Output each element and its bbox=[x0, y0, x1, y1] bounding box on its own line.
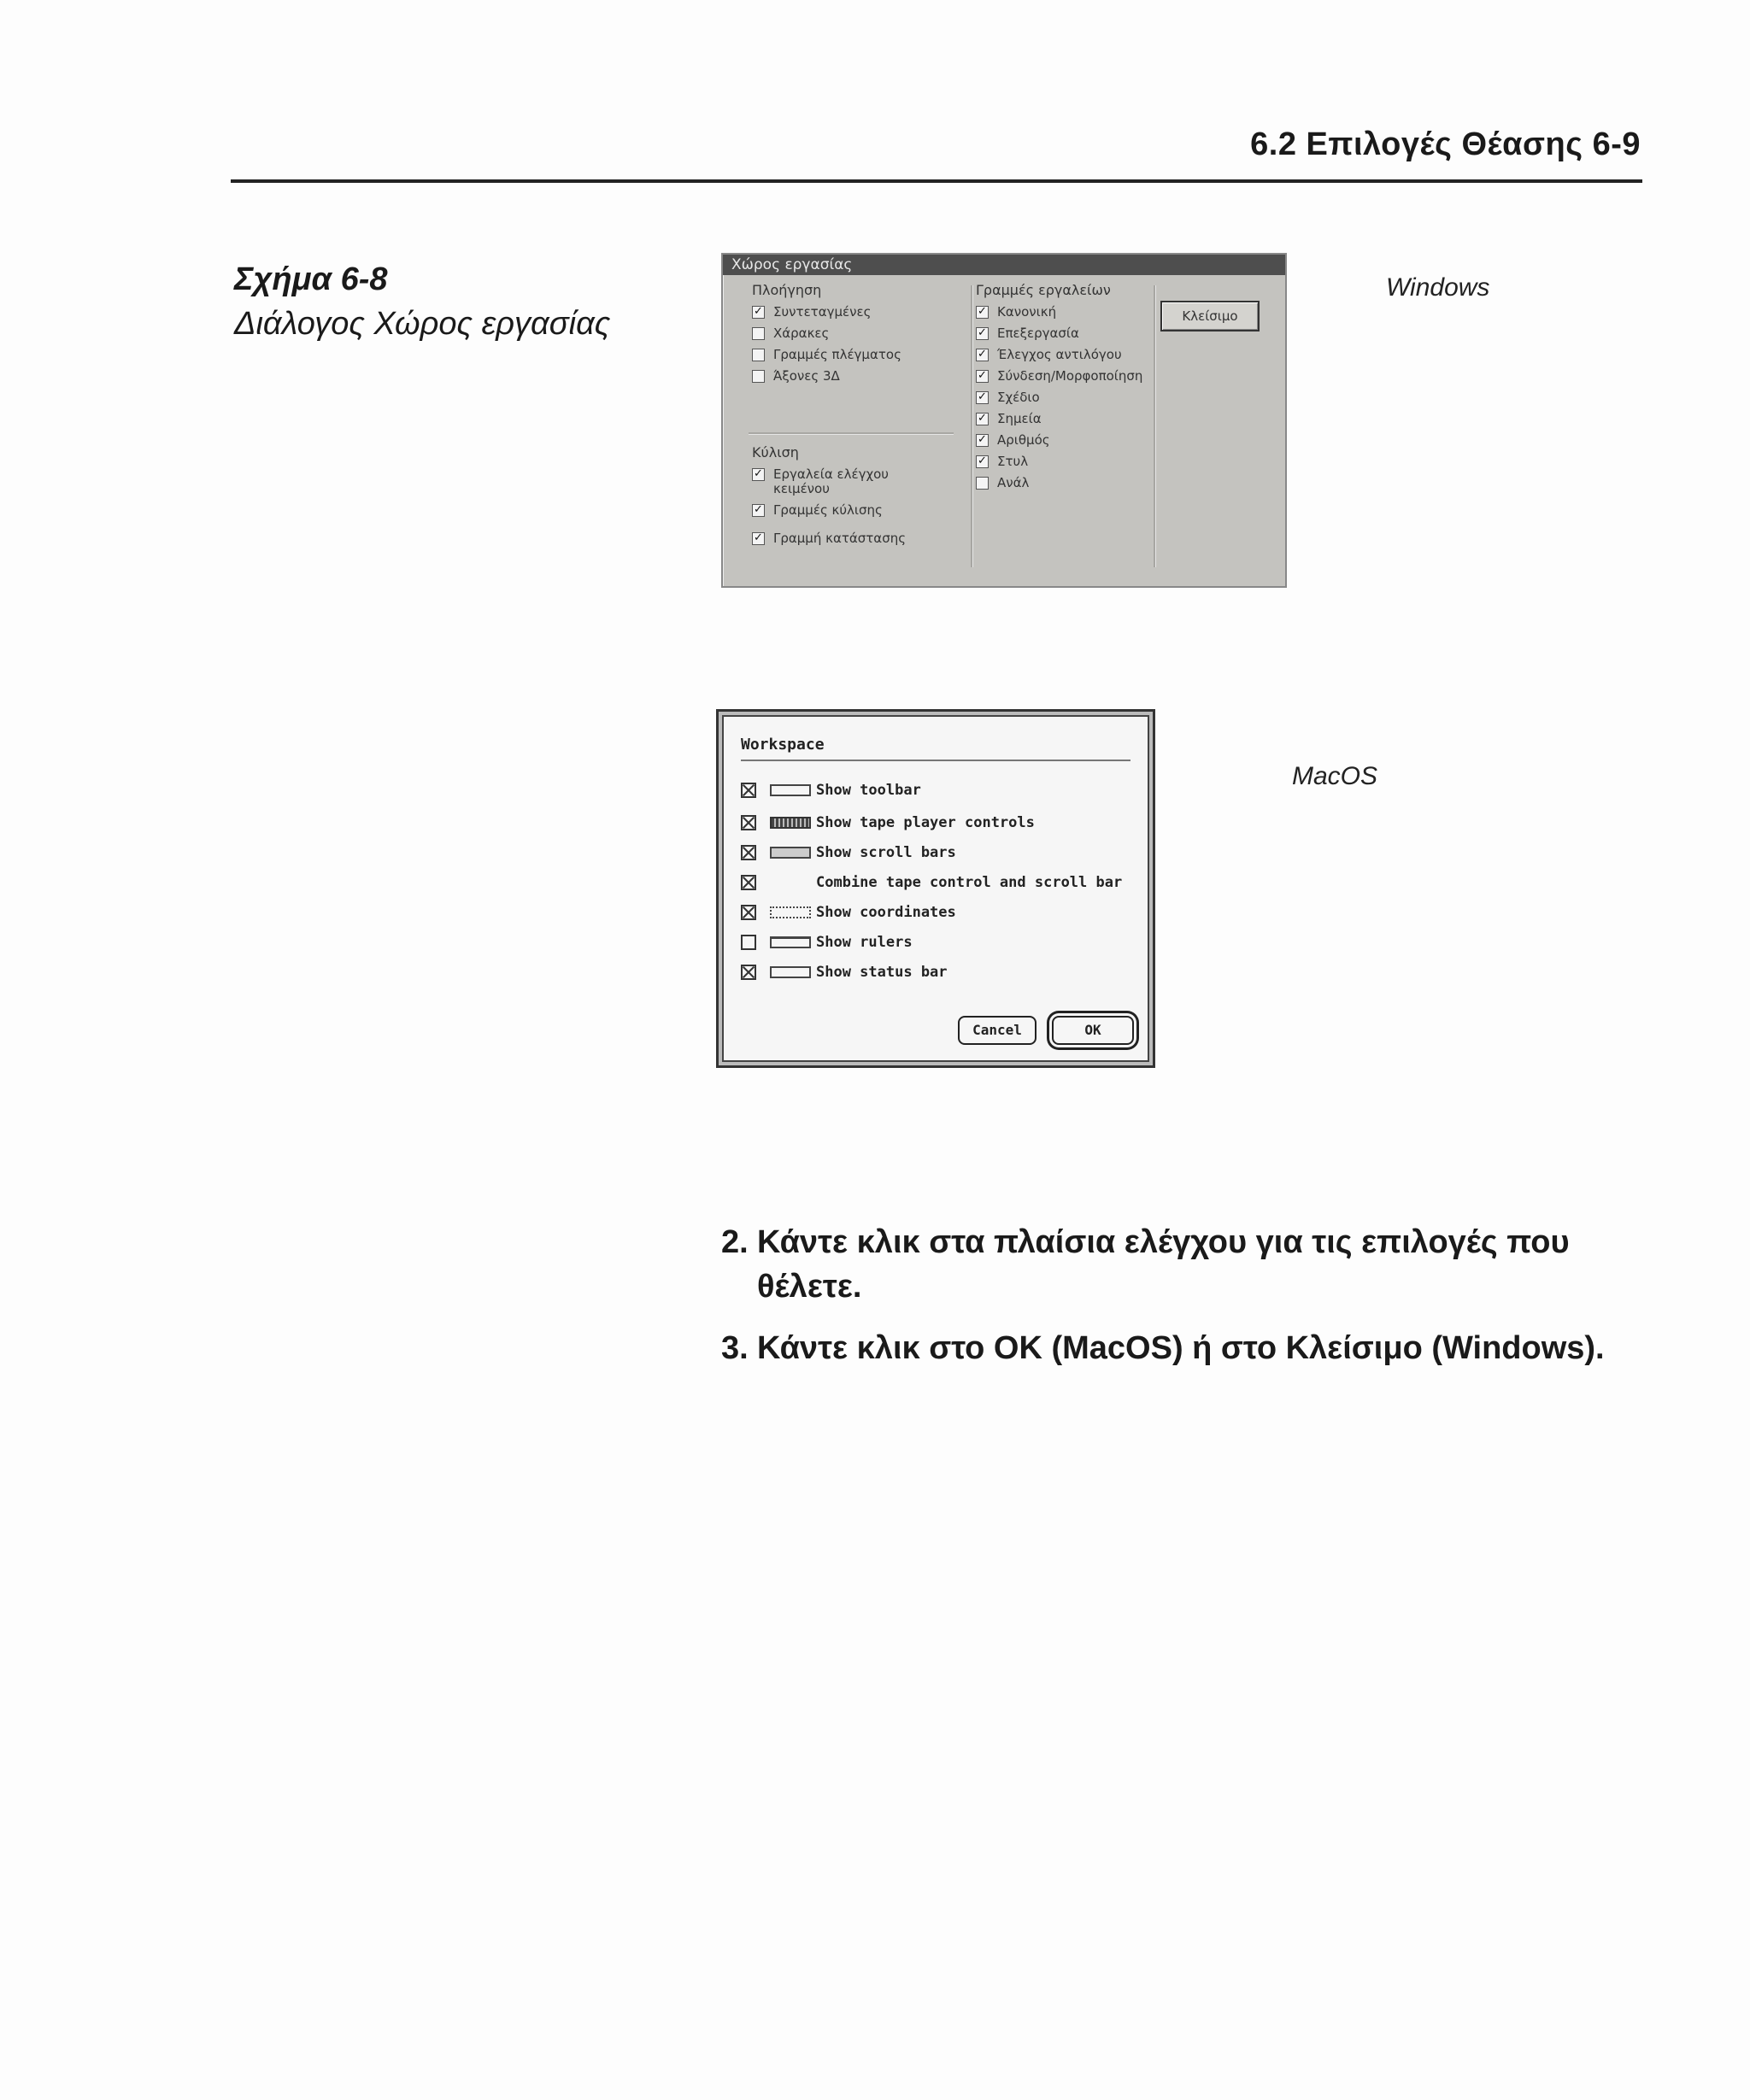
checkbox-item[interactable] bbox=[741, 962, 948, 983]
checkbox-item[interactable] bbox=[976, 412, 1155, 426]
group-label: Πλοήγηση bbox=[752, 282, 822, 298]
running-header: 6.2 Επιλογές Θέασης 6-9 bbox=[1250, 126, 1641, 162]
step-number: 3. bbox=[721, 1330, 749, 1366]
rulers-icon bbox=[770, 936, 811, 948]
checkbox-item[interactable] bbox=[752, 503, 957, 518]
checkbox-item[interactable] bbox=[752, 531, 957, 546]
checkbox-label: Γραμμή κατάστασης bbox=[773, 531, 907, 546]
checkbox[interactable] bbox=[752, 468, 765, 481]
checkbox-label: Εργαλεία ελέγχου κειμένου bbox=[773, 466, 889, 496]
checkbox-label: Χάρακες bbox=[773, 326, 830, 341]
checkbox[interactable] bbox=[976, 413, 989, 425]
checkbox-label: Γραμμές πλέγματος bbox=[773, 347, 901, 362]
checkbox-item[interactable] bbox=[741, 812, 1035, 833]
checkbox-item[interactable] bbox=[752, 348, 957, 362]
checkbox-label: Γραμμές κύλισης bbox=[773, 502, 883, 518]
checkbox-label: Show rulers bbox=[816, 934, 913, 951]
checkbox[interactable] bbox=[976, 455, 989, 468]
cancel-button[interactable]: Cancel bbox=[958, 1016, 1036, 1045]
figure-number: Σχήμα 6-8 bbox=[234, 261, 388, 297]
checkbox[interactable] bbox=[741, 965, 756, 980]
checkbox-item[interactable] bbox=[976, 433, 1155, 448]
checkbox-label: Ανάλ bbox=[997, 475, 1030, 490]
checkbox[interactable] bbox=[976, 327, 989, 340]
checkbox-label: Σύνδεση/Μορφοποίηση bbox=[997, 368, 1143, 384]
checkbox[interactable] bbox=[741, 783, 756, 798]
checkbox-item[interactable] bbox=[752, 326, 957, 341]
checkbox[interactable] bbox=[752, 504, 765, 517]
checkbox-label: Σχέδιο bbox=[997, 390, 1040, 405]
figure-caption: Διάλογος Χώρος εργασίας bbox=[234, 306, 611, 342]
checkbox-item[interactable] bbox=[976, 455, 1155, 469]
close-button[interactable]: Κλείσιμο bbox=[1160, 301, 1260, 331]
group-divider bbox=[749, 432, 954, 434]
tape-player-icon bbox=[770, 817, 811, 829]
checkbox-item[interactable] bbox=[976, 348, 1155, 362]
checkbox-label: Show coordinates bbox=[816, 904, 956, 921]
checkbox-item[interactable] bbox=[741, 780, 921, 801]
scroll-bars-icon bbox=[770, 847, 811, 859]
step-3 bbox=[721, 1326, 1644, 1370]
coordinates-icon bbox=[770, 906, 811, 918]
checkbox[interactable] bbox=[976, 434, 989, 447]
checkbox[interactable] bbox=[741, 875, 756, 890]
group-toolbars bbox=[976, 282, 1155, 490]
checkbox-label: Κανονική bbox=[997, 304, 1057, 320]
checkbox-label: Show toolbar bbox=[816, 782, 921, 799]
title-rule bbox=[741, 760, 1130, 761]
checkbox[interactable] bbox=[741, 935, 756, 950]
group-label: Κύλιση bbox=[752, 444, 799, 460]
column-divider bbox=[971, 285, 972, 567]
checkbox[interactable] bbox=[741, 845, 756, 860]
checkbox-item[interactable] bbox=[976, 369, 1155, 384]
column-divider bbox=[1154, 285, 1155, 567]
checkbox-label: Άξονες 3Δ bbox=[773, 368, 840, 384]
step-text: Κάντε κλικ στο OK (MacOS) ή στο Κλείσιμο (Windows). bbox=[757, 1330, 1605, 1366]
checkbox[interactable] bbox=[752, 306, 765, 319]
checkbox[interactable] bbox=[976, 306, 989, 319]
step-2 bbox=[721, 1220, 1644, 1309]
checkbox[interactable] bbox=[976, 477, 989, 490]
ok-button[interactable]: OK bbox=[1052, 1016, 1134, 1045]
checkbox[interactable] bbox=[741, 815, 756, 830]
checkbox[interactable] bbox=[976, 370, 989, 383]
checkbox-item[interactable] bbox=[976, 305, 1155, 320]
step-text: Κάντε κλικ στα πλαίσια ελέγχου για τις επιλογές που θέλετε. bbox=[757, 1224, 1570, 1305]
dialog-title: Workspace bbox=[741, 736, 825, 754]
checkbox-label: Συντεταγμένες bbox=[773, 304, 872, 320]
checkbox-item[interactable] bbox=[741, 872, 1122, 893]
checkbox-label: Σημεία bbox=[997, 411, 1042, 426]
toolbar-icon bbox=[770, 784, 811, 796]
status-bar-icon bbox=[770, 966, 811, 978]
checkbox-label: Show scroll bars bbox=[816, 844, 956, 861]
checkbox[interactable] bbox=[976, 349, 989, 361]
checkbox[interactable] bbox=[752, 370, 765, 383]
checkbox-label: Στυλ bbox=[997, 454, 1029, 469]
macos-workspace-dialog bbox=[716, 709, 1155, 1068]
checkbox-item[interactable] bbox=[976, 326, 1155, 341]
checkbox[interactable] bbox=[752, 327, 765, 340]
checkbox-item[interactable] bbox=[741, 932, 913, 953]
checkbox-label: Show tape player controls bbox=[816, 814, 1035, 831]
checkbox-item[interactable] bbox=[741, 842, 956, 863]
checkbox[interactable] bbox=[752, 349, 765, 361]
checkbox-item[interactable] bbox=[976, 476, 1155, 490]
checkbox-item[interactable] bbox=[752, 467, 957, 496]
checkbox-label: Έλεγχος αντιλόγου bbox=[997, 347, 1122, 362]
group-scroll bbox=[752, 444, 957, 546]
windows-workspace-dialog bbox=[721, 253, 1287, 588]
checkbox-label: Combine tape control and scroll bar bbox=[816, 874, 1123, 891]
checkbox-item[interactable] bbox=[752, 369, 957, 384]
checkbox[interactable] bbox=[752, 532, 765, 545]
checkbox-label: Show status bar bbox=[816, 964, 948, 981]
checkbox-item[interactable] bbox=[741, 902, 956, 923]
checkbox[interactable] bbox=[976, 391, 989, 404]
group-navigation bbox=[752, 282, 957, 384]
windows-label: Windows bbox=[1386, 273, 1490, 302]
checkbox[interactable] bbox=[741, 905, 756, 920]
macos-label: MacOS bbox=[1292, 762, 1378, 790]
checkbox-label: Επεξεργασία bbox=[997, 326, 1079, 341]
group-label: Γραμμές εργαλείων bbox=[976, 282, 1111, 298]
checkbox-item[interactable] bbox=[976, 390, 1155, 405]
step-number: 2. bbox=[721, 1224, 749, 1260]
checkbox-label: Αριθμός bbox=[997, 432, 1050, 448]
dialog-title-bar: Χώρος εργασίας bbox=[723, 255, 1285, 275]
checkbox-item[interactable] bbox=[752, 305, 957, 320]
header-rule bbox=[231, 179, 1642, 183]
